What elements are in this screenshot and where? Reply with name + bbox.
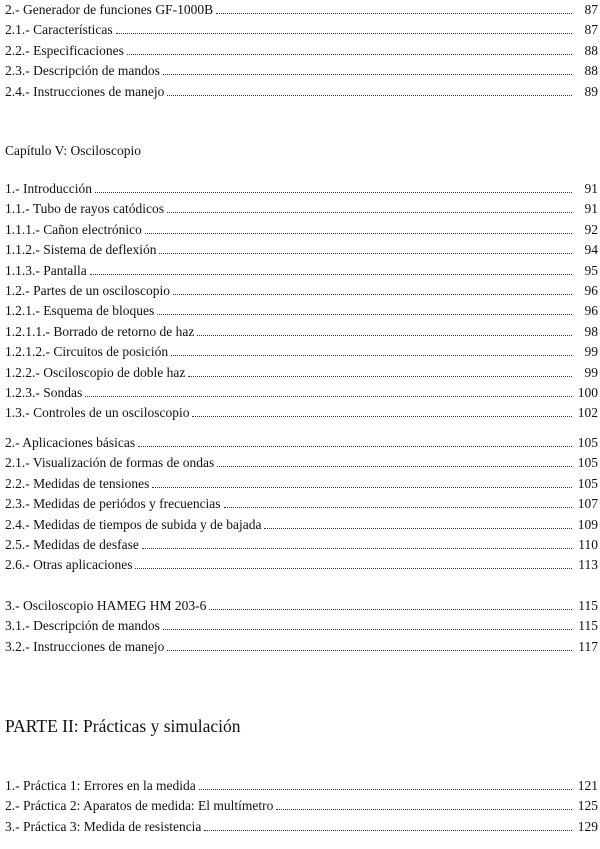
toc-entry-page-number: 113 xyxy=(578,557,598,573)
toc-entry xyxy=(5,0,598,20)
toc-entry xyxy=(5,261,598,281)
toc-leader-dots xyxy=(159,253,572,254)
toc-entry-page-number: 107 xyxy=(577,496,598,512)
toc-entry xyxy=(5,322,598,342)
toc-entry-title: 2.- Aplicaciones básicas xyxy=(5,435,136,450)
toc-entry-title: 2.2.- Medidas de tensiones xyxy=(5,475,150,491)
toc-entry-page-number: 87 xyxy=(584,22,598,38)
toc-entry-page-number: 89 xyxy=(584,83,598,99)
toc-leader-dots xyxy=(204,830,572,831)
toc-entry xyxy=(5,301,598,321)
toc-entry xyxy=(5,41,598,61)
toc-leader-dots xyxy=(192,416,572,417)
chapter-heading: Capítulo V: Osciloscopio xyxy=(5,143,141,158)
toc-leader-dots xyxy=(142,548,572,549)
toc-entry xyxy=(5,535,598,555)
toc-leader-dots xyxy=(276,809,572,810)
toc-entry-page-number: 125 xyxy=(577,798,598,814)
toc-leader-dots xyxy=(116,33,572,34)
toc-entry xyxy=(5,474,598,494)
toc-entry-page-number: 99 xyxy=(584,364,598,380)
part-heading: PARTE II: Prácticas y simulación xyxy=(5,716,241,736)
toc-entry xyxy=(5,555,598,575)
toc-entry-title: 2.- Generador de funciones GF-1000B xyxy=(5,2,214,17)
toc-leader-dots xyxy=(199,789,572,790)
toc-entry-title: 3.1.- Descripción de mandos xyxy=(5,618,160,634)
toc-entry-page-number: 102 xyxy=(577,405,598,421)
toc-entry-page-number: 88 xyxy=(584,63,598,79)
toc-entry xyxy=(5,796,598,816)
toc-entry-page-number: 117 xyxy=(578,638,598,654)
toc-entry-page-number: 129 xyxy=(577,818,598,834)
toc-leader-dots xyxy=(152,487,572,488)
toc-entry xyxy=(5,616,598,636)
toc-entry-page-number: 92 xyxy=(584,221,598,237)
toc-entry-title: 3.- Osciloscopio HAMEG HM 203-6 xyxy=(5,598,207,613)
toc-entry-page-number: 95 xyxy=(584,262,598,278)
toc-entry-page-number: 94 xyxy=(584,242,598,258)
toc-entry-page-number: 115 xyxy=(578,598,598,613)
toc-entry-title: 2.6.- Otras aplicaciones xyxy=(5,557,133,573)
toc-entry xyxy=(5,776,598,796)
toc-entry-title: 1.2.- Partes de un osciloscopio xyxy=(5,282,170,298)
toc-section-practicas xyxy=(5,776,598,837)
toc-entry-page-number: 110 xyxy=(578,536,598,552)
toc-entry-page-number: 115 xyxy=(578,618,598,634)
toc-entry-page-number: 105 xyxy=(577,455,598,471)
toc-entry-title: 1.2.1.2.- Circuitos de posición xyxy=(5,344,169,360)
toc-leader-dots xyxy=(163,74,572,75)
toc-entry-title: 2.- Práctica 2: Aparatos de medida: El multímetro xyxy=(5,798,274,814)
toc-entry-page-number: 91 xyxy=(584,201,598,217)
toc-entry-page-number: 91 xyxy=(584,181,598,196)
toc-entry-page-number: 96 xyxy=(584,303,598,319)
toc-entry-title: 1.- Práctica 1: Errores en la medida xyxy=(5,778,196,793)
toc-entry xyxy=(5,515,598,535)
toc-entry-title: 2.3.- Descripción de mandos xyxy=(5,63,160,79)
toc-entry-title: 1.1.- Tubo de rayos catódicos xyxy=(5,201,164,217)
toc-leader-dots xyxy=(157,314,572,315)
toc-entry xyxy=(5,61,598,81)
toc-section-hameg xyxy=(5,596,598,657)
toc-leader-dots xyxy=(209,609,572,610)
toc-leader-dots xyxy=(173,294,572,295)
toc-section-introduccion xyxy=(5,179,598,424)
toc-entry-page-number: 96 xyxy=(584,282,598,298)
toc-entry xyxy=(5,179,598,199)
toc-leader-dots xyxy=(216,13,572,14)
toc-entry xyxy=(5,220,598,240)
toc-entry-title: 2.4.- Medidas de tiempos de subida y de bajada xyxy=(5,516,262,532)
toc-leader-dots xyxy=(167,650,572,651)
toc-leader-dots xyxy=(224,507,572,508)
toc-entry-title: 2.5.- Medidas de desfase xyxy=(5,536,139,552)
toc-leader-dots xyxy=(264,528,572,529)
toc-entry-title: 1.- Introducción xyxy=(5,181,92,196)
toc-entry-page-number: 105 xyxy=(577,475,598,491)
toc-leader-dots xyxy=(167,212,572,213)
toc-leader-dots xyxy=(171,355,572,356)
toc-entry-page-number: 99 xyxy=(584,344,598,360)
toc-entry xyxy=(5,433,598,453)
toc-leader-dots xyxy=(90,274,572,275)
toc-entry-title: 1.3.- Controles de un osciloscopio xyxy=(5,405,190,421)
toc-entry xyxy=(5,383,598,403)
toc-entry-title: 2.4.- Instrucciones de manejo xyxy=(5,83,165,99)
toc-entry-page-number: 109 xyxy=(577,516,598,532)
toc-entry-title: 1.2.1.- Esquema de bloques xyxy=(5,303,155,319)
toc-entry xyxy=(5,403,598,423)
toc-entry xyxy=(5,199,598,219)
toc-leader-dots xyxy=(135,568,572,569)
toc-entry-title: 2.3.- Medidas de periódos y frecuencias xyxy=(5,496,221,512)
toc-leader-dots xyxy=(188,376,572,377)
toc-leader-dots xyxy=(197,335,572,336)
toc-entry xyxy=(5,281,598,301)
toc-leader-dots xyxy=(145,233,572,234)
toc-entry-page-number: 98 xyxy=(584,323,598,339)
toc-entry-title: 2.2.- Especificaciones xyxy=(5,42,124,58)
toc-section-aplicaciones xyxy=(5,433,598,576)
toc-entry-title: 1.2.2.- Osciloscopio de doble haz xyxy=(5,364,186,380)
toc-entry-title: 3.2.- Instrucciones de manejo xyxy=(5,638,165,654)
toc-section-generador xyxy=(5,0,598,102)
toc-entry xyxy=(5,342,598,362)
toc-leader-dots xyxy=(85,396,572,397)
toc-leader-dots xyxy=(138,446,572,447)
toc-entry-page-number: 121 xyxy=(577,778,598,793)
toc-entry-title: 2.1.- Visualización de formas de ondas xyxy=(5,455,215,471)
toc-entry-title: 3.- Práctica 3: Medida de resistencia xyxy=(5,818,202,834)
toc-entry-page-number: 87 xyxy=(584,2,598,17)
toc-entry xyxy=(5,82,598,102)
toc-entry xyxy=(5,453,598,473)
toc-entry-title: 1.2.1.1.- Borrado de retorno de haz xyxy=(5,323,195,339)
toc-entry-page-number: 105 xyxy=(577,435,598,450)
toc-entry-title: 1.1.1.- Cañon electrónico xyxy=(5,221,142,237)
toc-leader-dots xyxy=(167,95,572,96)
toc-entry xyxy=(5,494,598,514)
toc-leader-dots xyxy=(163,629,572,630)
toc-leader-dots xyxy=(95,192,572,193)
toc-entry-title: 1.2.3.- Sondas xyxy=(5,384,83,400)
toc-leader-dots xyxy=(217,466,572,467)
toc-entry xyxy=(5,363,598,383)
toc-entry xyxy=(5,20,598,40)
toc-entry-title: 2.1.- Características xyxy=(5,22,113,38)
toc-entry xyxy=(5,240,598,260)
toc-entry-title: 1.1.2.- Sistema de deflexión xyxy=(5,242,157,258)
toc-entry-title: 1.1.3.- Pantalla xyxy=(5,262,87,278)
toc-entry-page-number: 88 xyxy=(584,42,598,58)
toc-entry xyxy=(5,817,598,837)
toc-entry xyxy=(5,637,598,657)
toc-entry-page-number: 100 xyxy=(577,384,598,400)
toc-leader-dots xyxy=(127,54,572,55)
toc-entry xyxy=(5,596,598,616)
